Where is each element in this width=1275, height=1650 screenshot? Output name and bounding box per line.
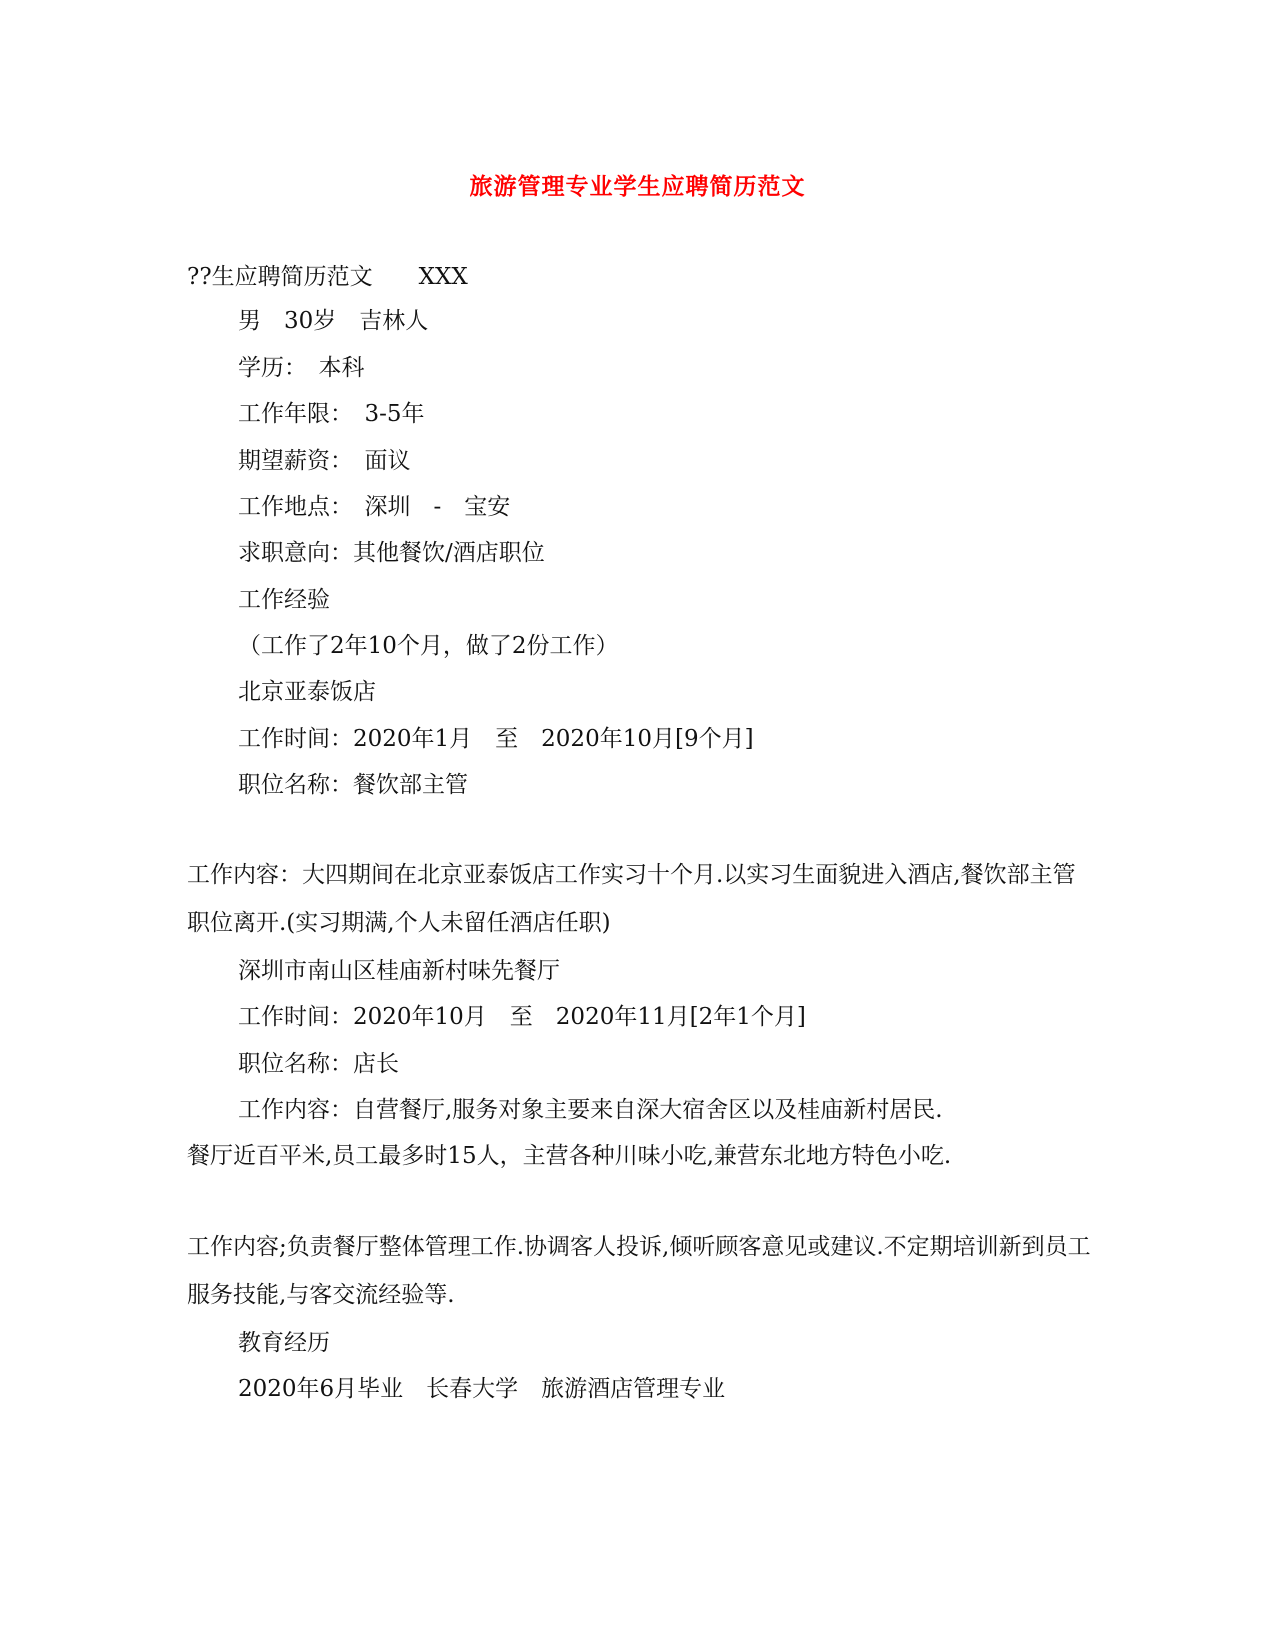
employer-2-position: 职位名称：店长 <box>238 1051 399 1077</box>
work-location: 工作地点： 深圳 - 宝安 <box>238 494 511 520</box>
education-level: 学历： 本科 <box>238 355 365 381</box>
employer-2-duties-detail: 餐厅近百平米,员工最多时15人，主营各种川味小吃,兼营东北地方特色小吃. <box>187 1143 952 1169</box>
employer-1-period: 工作时间：2020年1月 至 2020年10月[9个月] <box>238 726 754 752</box>
employer-2-responsibilities: 工作内容;负责餐厅整体管理工作.协调客人投诉,倾听顾客意见或建议.不定期培训新到员工服务技能,与客交流经验等. <box>187 1234 1091 1308</box>
work-experience-summary: （工作了2年10个月，做了2份工作） <box>238 633 619 659</box>
job-intention: 求职意向：其他餐饮/酒店职位 <box>238 540 545 566</box>
employer-2-duties-intro: 工作内容：自营餐厅,服务对象主要来自深大宿舍区以及桂庙新村居民. <box>238 1097 943 1123</box>
education-heading: 教育经历 <box>238 1330 330 1356</box>
employer-1-position: 职位名称：餐饮部主管 <box>238 772 468 798</box>
gender-age-origin: 男 30岁 吉林人 <box>238 308 429 334</box>
employer-1-name: 北京亚泰饭店 <box>238 679 376 705</box>
work-years: 工作年限： 3-5年 <box>238 401 425 427</box>
work-experience-heading: 工作经验 <box>238 587 330 613</box>
document-title: 旅游管理专业学生应聘简历范文 <box>469 173 806 200</box>
employer-2-name: 深圳市南山区桂庙新村味先餐厅 <box>238 958 560 984</box>
resume-header-line: ??生应聘简历范文 XXX <box>187 264 468 290</box>
employer-1-duties: 工作内容：大四期间在北京亚泰饭店工作实习十个月.以实习生面貌进入酒店,餐饮部主管职位离开.(实习期满,个人未留任酒店任职) <box>187 862 1076 936</box>
employer-2-period: 工作时间：2020年10月 至 2020年11月[2年1个月] <box>238 1004 806 1030</box>
expected-salary: 期望薪资： 面议 <box>238 448 411 474</box>
education-entry: 2020年6月毕业 长春大学 旅游酒店管理专业 <box>238 1376 726 1402</box>
